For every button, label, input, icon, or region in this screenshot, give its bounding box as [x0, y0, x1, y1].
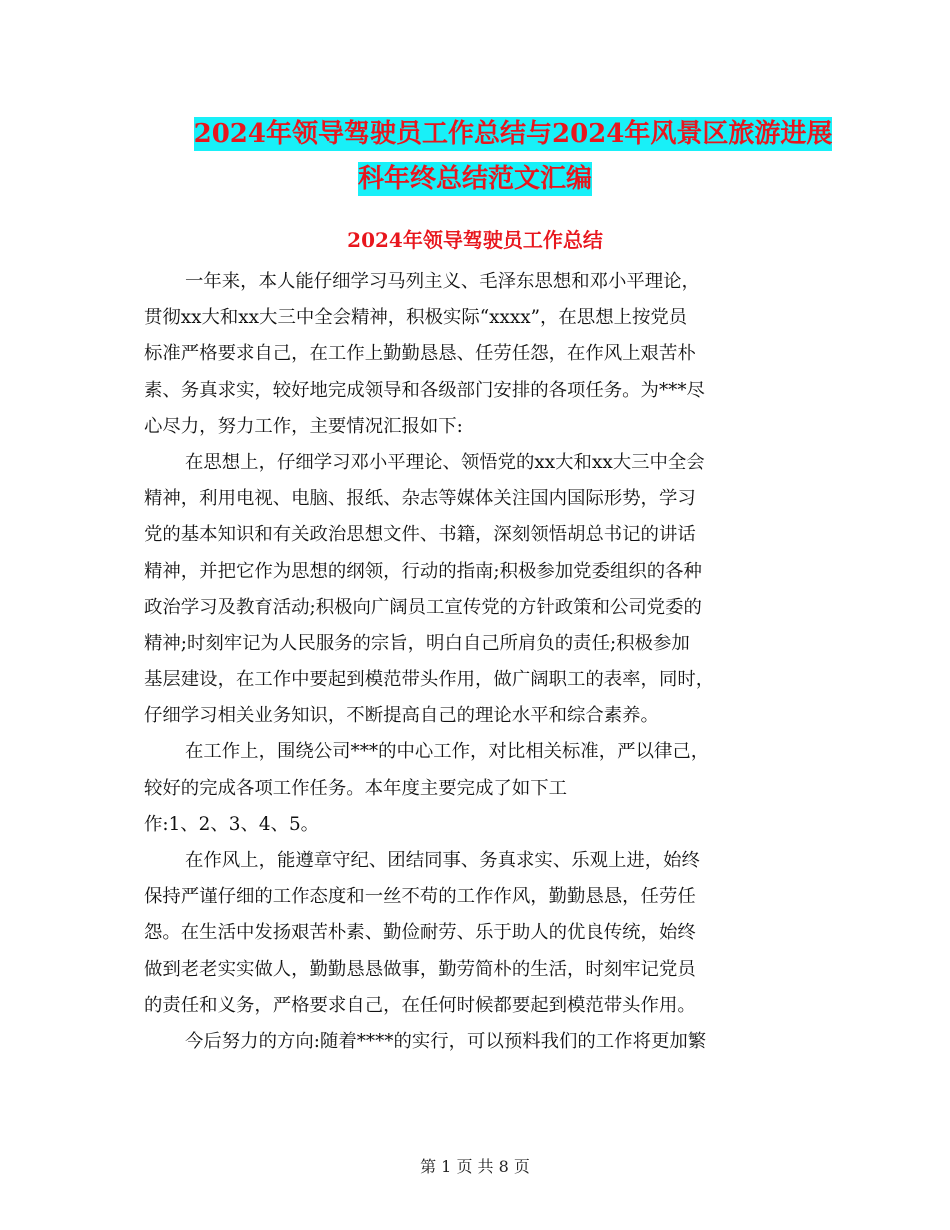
- section-heading: 2024年领导驾驶员工作总结: [347, 228, 603, 252]
- body-line: 标准严格要求自己，在工作上勤勤恳恳、任劳任怨，在作风上艰苦朴: [144, 343, 696, 365]
- title-line-2-text: 科年终总结范文汇编: [357, 164, 592, 194]
- body-line: 今后努力的方向:随着****的实行，可以预料我们的工作将更加繁: [185, 1030, 707, 1052]
- body-line: 在作风上，能遵章守纪、团结同事、务真求实、乐观上进，始终: [185, 850, 700, 871]
- body-line: 在工作上，围绕公司***的中心工作，对比相关标准，严以律己，: [185, 741, 710, 763]
- body-line: 基层建设，在工作中要起到模范带头作用，做广阔职工的表率，同时，: [144, 669, 715, 691]
- body-line: 精神，并把它作为思想的纲领，行动的指南;积极参加党委组织的各种: [144, 560, 702, 582]
- body-line: 在思想上，仔细学习邓小平理论、领悟党的xx大和xx大三中全会: [185, 451, 705, 473]
- body-line: 政治学习及教育活动;积极向广阔员工宣传党的方针政策和公司党委的: [144, 596, 702, 618]
- body-line: 较好的完成各项工作任务。本年度主要完成了如下工: [144, 777, 567, 799]
- body-line: 素、务真求实，较好地完成领导和各级部门安排的各项任务。为***尽: [144, 379, 705, 401]
- document-title-line-2: [0, 158, 950, 195]
- body-line: 的责任和义务，严格要求自己，在任何时候都要起到模范带头作用。: [144, 994, 696, 1016]
- body-text: [144, 264, 804, 1060]
- body-line: 保持严谨仔细的工作态度和一丝不苟的工作作风，勤勤恳恳，任劳任: [144, 886, 696, 908]
- body-line: 精神;时刻牢记为人民服务的宗旨，明白自己所肩负的责任;积极参加: [144, 632, 690, 654]
- body-line: 贯彻xx大和xx大三中全会精神，积极实际“xxxx”，在思想上按党员: [144, 307, 688, 329]
- page-footer: 第 1 页 共 8 页: [420, 1157, 530, 1176]
- body-line: 党的基本知识和有关政治思想文件、书籍，深刻领悟胡总书记的讲话: [144, 524, 696, 546]
- body-line: 仔细学习相关业务知识，不断提高自己的理论水平和综合素养。: [144, 705, 659, 727]
- body-line: 做到老老实实做人，勤勤恳恳做事，勤劳简朴的生活，时刻牢记党员: [144, 958, 696, 980]
- body-line: 精神，利用电视、电脑、报纸、杂志等媒体关注国内国际形势，学习: [144, 488, 696, 510]
- body-line: 心尽力，努力工作，主要情况汇报如下:: [144, 415, 463, 437]
- document-title-line-1: [38, 113, 950, 150]
- body-line: 作:1、2、3、4、5。: [144, 813, 320, 835]
- body-line: 怨。在生活中发扬艰苦朴素、勤俭耐劳、乐于助人的优良传统，始终: [144, 922, 696, 944]
- body-line: 一年来，本人能仔细学习马列主义、毛泽东思想和邓小平理论，: [185, 271, 700, 292]
- title-line-1-text: 2024年领导驾驶员工作总结与2024年风景区旅游进展: [193, 119, 833, 149]
